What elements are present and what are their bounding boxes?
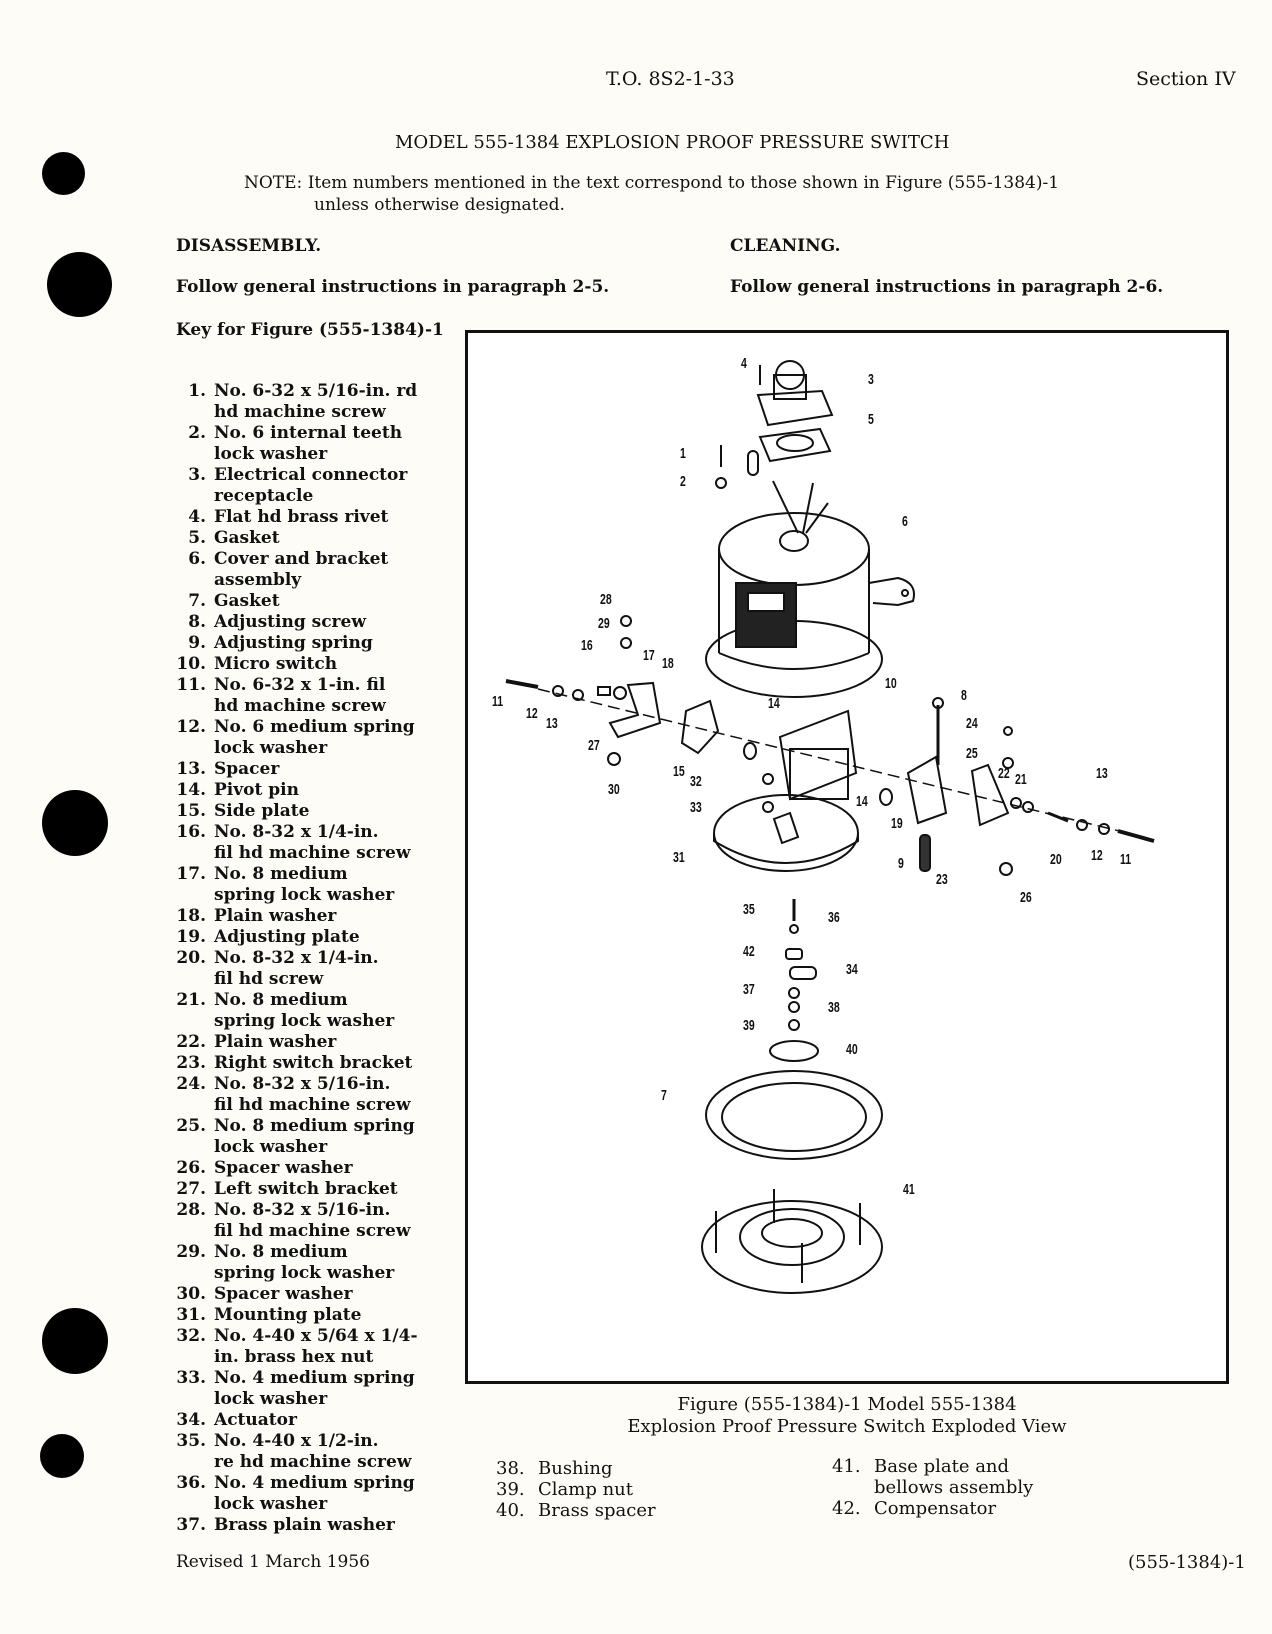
key-item-number: 36.	[176, 1473, 206, 1493]
key-item	[170, 654, 418, 675]
key-item	[170, 465, 418, 507]
callout-label: 26	[1020, 889, 1032, 906]
callout-label: 2	[680, 473, 686, 490]
key-item-number: 21.	[176, 990, 206, 1010]
key-item-text: Brass plain washer	[214, 1515, 395, 1535]
key-title: Key for Figure (555-1384)-1	[176, 320, 444, 340]
key-item-number: 39.	[496, 1479, 525, 1500]
key-item	[170, 1368, 418, 1410]
key-item	[170, 948, 418, 990]
callout-label: 37	[743, 981, 755, 998]
callout-label: 28	[600, 591, 612, 608]
key-item-number: 7.	[188, 591, 206, 611]
key-item-number: 17.	[176, 864, 206, 884]
key-item	[170, 1116, 418, 1158]
key-item-number: 28.	[176, 1200, 206, 1220]
key-item-text: No. 8-32 x 5/16-in. fil hd machine screw	[214, 1074, 411, 1115]
key-item	[170, 675, 418, 717]
key-list	[170, 381, 418, 1536]
key-item	[832, 1498, 1033, 1519]
key-item-text: No. 8 medium spring lock washer	[214, 864, 395, 905]
key-item	[170, 1431, 418, 1473]
key-item	[170, 780, 418, 801]
key-item-number: 30.	[176, 1284, 206, 1304]
key-item-text: Side plate	[214, 801, 310, 821]
key-item	[170, 1515, 418, 1536]
key-item-text: No. 8-32 x 1/4-in. fil hd screw	[214, 948, 379, 989]
figure-caption-line-1: Figure (555-1384)-1 Model 555-1384	[677, 1394, 1017, 1415]
key-item-number: 18.	[176, 906, 206, 926]
callout-label: 11	[492, 693, 504, 710]
key-item	[496, 1458, 656, 1479]
key-item	[170, 633, 418, 654]
callout-label: 24	[966, 715, 978, 732]
key-item-number: 37.	[176, 1515, 206, 1535]
key-item-number: 32.	[176, 1326, 206, 1346]
key-item-number: 2.	[188, 423, 206, 443]
key-item	[170, 1200, 418, 1242]
callout-label: 29	[598, 615, 610, 632]
disassembly-text: Follow general instructions in paragraph 2-5.	[176, 277, 610, 297]
callout-label: 13	[546, 715, 558, 732]
key-item-text: Micro switch	[214, 654, 338, 674]
callout-label: 23	[936, 871, 948, 888]
key-item	[170, 507, 418, 528]
key-item	[170, 612, 418, 633]
punch-hole	[42, 790, 108, 856]
key-item-text: Brass spacer	[538, 1500, 656, 1521]
key-item-number: 31.	[176, 1305, 206, 1325]
key-item-text: No. 8 medium spring lock washer	[214, 1116, 415, 1157]
key-item	[170, 1074, 418, 1116]
punch-hole	[42, 1308, 108, 1374]
key-item-number: 6.	[188, 549, 206, 569]
key-item-number: 29.	[176, 1242, 206, 1262]
key-item	[170, 801, 418, 822]
key-item-number: 13.	[176, 759, 206, 779]
key-item-text: Compensator	[874, 1498, 997, 1519]
note-line-1: NOTE: Item numbers mentioned in the text correspond to those shown in Figure (555-1384)-1	[244, 173, 1060, 193]
key-item-number: 4.	[188, 507, 206, 527]
key-item	[170, 1158, 418, 1179]
cleaning-text: Follow general instructions in paragraph 2-6.	[730, 277, 1164, 297]
callout-label: 12	[526, 705, 538, 722]
key-item	[170, 1242, 418, 1284]
cleaning-heading: CLEANING.	[730, 236, 841, 256]
callout-label: 11	[1120, 851, 1132, 868]
key-item-text: Adjusting screw	[214, 612, 366, 632]
callout-label: 4	[741, 355, 747, 372]
key-item-text: Adjusting spring	[214, 633, 373, 653]
key-item	[170, 1410, 418, 1431]
callout-label: 7	[661, 1087, 667, 1104]
key-item	[832, 1456, 1033, 1498]
key-item-number: 15.	[176, 801, 206, 821]
callout-label: 35	[743, 901, 755, 918]
key-item-text: No. 6-32 x 5/16-in. rd hd machine screw	[214, 381, 418, 422]
page-title: MODEL 555-1384 EXPLOSION PROOF PRESSURE SWITCH	[395, 132, 950, 153]
page-number: (555-1384)-1	[1128, 1552, 1246, 1573]
key-item-number: 35.	[176, 1431, 206, 1451]
key-item-number: 25.	[176, 1116, 206, 1136]
key-item	[170, 591, 418, 612]
key-item-text: No. 6 internal teeth lock washer	[214, 423, 403, 464]
key-item	[496, 1479, 656, 1500]
callout-label: 36	[828, 909, 840, 926]
key-item	[170, 990, 418, 1032]
section-label: Section IV	[1136, 68, 1236, 90]
key-item-text: Flat hd brass rivet	[214, 507, 389, 527]
key-item	[170, 927, 418, 948]
key-item	[170, 1473, 418, 1515]
punch-hole	[42, 152, 85, 195]
key-item	[170, 381, 418, 423]
key-item-number: 42.	[832, 1498, 861, 1519]
callout-label: 9	[898, 855, 904, 872]
key-item-text: Spacer washer	[214, 1284, 353, 1304]
key-item-number: 38.	[496, 1458, 525, 1479]
key-item	[170, 1032, 418, 1053]
doc-number: T.O. 8S2-1-33	[606, 68, 735, 90]
key-item-text: Plain washer	[214, 1032, 337, 1052]
key-item-text: Adjusting plate	[214, 927, 360, 947]
callout-label: 6	[902, 513, 908, 530]
callout-label: 3	[868, 371, 874, 388]
key-item-text: No. 4-40 x 1/2-in. re hd machine screw	[214, 1431, 412, 1472]
key-item-text: Left switch bracket	[214, 1179, 398, 1199]
key-item-text: No. 4 medium spring lock washer	[214, 1368, 415, 1409]
key-item-number: 14.	[176, 780, 206, 800]
key-item-number: 10.	[176, 654, 206, 674]
callout-label: 8	[961, 687, 967, 704]
key-item	[170, 1053, 418, 1074]
key-item-text: Gasket	[214, 591, 280, 611]
key-item-text: No. 4-40 x 5/64 x 1/4- in. brass hex nut	[214, 1326, 418, 1367]
callout-label: 32	[690, 773, 702, 790]
callout-label: 31	[673, 849, 685, 866]
key-item-number: 40.	[496, 1500, 525, 1521]
callout-label: 1	[680, 445, 686, 462]
key-item	[170, 822, 418, 864]
figure-caption-line-2: Explosion Proof Pressure Switch Exploded View	[627, 1416, 1067, 1437]
key-item-text: Cover and bracket assembly	[214, 549, 389, 590]
figure-caption	[465, 1394, 1229, 1438]
key-item	[496, 1500, 656, 1521]
callout-label: 39	[743, 1017, 755, 1034]
key-item-text: Mounting plate	[214, 1305, 362, 1325]
key-item	[170, 717, 418, 759]
callout-label: 5	[868, 411, 874, 428]
callout-label: 30	[608, 781, 620, 798]
callout-label: 18	[662, 655, 674, 672]
callout-label: 22	[998, 765, 1010, 782]
key-item-number: 22.	[176, 1032, 206, 1052]
key-item	[170, 906, 418, 927]
key-item-number: 24.	[176, 1074, 206, 1094]
callout-label: 13	[1096, 765, 1108, 782]
key-item-number: 19.	[176, 927, 206, 947]
note	[244, 172, 1059, 216]
key-item-text: No. 4 medium spring lock washer	[214, 1473, 415, 1514]
key-item	[170, 1326, 418, 1368]
key-item	[170, 1305, 418, 1326]
callout-label: 33	[690, 799, 702, 816]
key-item-text: Spacer	[214, 759, 280, 779]
callout-label: 12	[1091, 847, 1103, 864]
key-item-text: No. 6 medium spring lock washer	[214, 717, 415, 758]
callout-label: 25	[966, 745, 978, 762]
key-item	[170, 549, 418, 591]
callout-label: 17	[643, 647, 655, 664]
key-item-text: No. 8-32 x 5/16-in. fil hd machine screw	[214, 1200, 411, 1241]
key-item	[170, 759, 418, 780]
callout-label: 27	[588, 737, 600, 754]
key-item-number: 34.	[176, 1410, 206, 1430]
key-item-text: No. 8-32 x 1/4-in. fil hd machine screw	[214, 822, 411, 863]
revised-date: Revised 1 March 1956	[176, 1552, 370, 1572]
key-item-text: Plain washer	[214, 906, 337, 926]
key-item-number: 33.	[176, 1368, 206, 1388]
key-item-text: Pivot pin	[214, 780, 299, 800]
key-item	[170, 528, 418, 549]
key-item-text: Bushing	[538, 1458, 613, 1479]
callout-label: 14	[856, 793, 868, 810]
key-item-text: Actuator	[214, 1410, 297, 1430]
key-item	[170, 1284, 418, 1305]
key-item	[170, 423, 418, 465]
key-item-text: Clamp nut	[538, 1479, 633, 1500]
note-line-2: unless otherwise designated.	[314, 195, 565, 215]
key-item-text: No. 8 medium spring lock washer	[214, 990, 395, 1031]
callout-label: 10	[885, 675, 897, 692]
exploded-view-figure	[465, 330, 1229, 1384]
key-item-number: 16.	[176, 822, 206, 842]
punch-hole	[40, 1434, 84, 1478]
key-item-number: 26.	[176, 1158, 206, 1178]
disassembly-heading: DISASSEMBLY.	[176, 236, 322, 256]
key-item	[170, 864, 418, 906]
key-item-text: Electrical connector receptacle	[214, 465, 408, 506]
callout-label: 42	[743, 943, 755, 960]
key-item-text: No. 8 medium spring lock washer	[214, 1242, 395, 1283]
key-list-col2	[496, 1458, 656, 1521]
punch-hole	[47, 252, 112, 317]
key-item	[170, 1179, 418, 1200]
key-item-number: 3.	[188, 465, 206, 485]
key-item-text: Base plate and bellows assembly	[874, 1456, 1034, 1498]
key-item-text: Gasket	[214, 528, 280, 548]
callout-label: 14	[768, 695, 780, 712]
key-item-text: Right switch bracket	[214, 1053, 413, 1073]
callout-label: 41	[903, 1181, 915, 1198]
key-item-number: 1.	[188, 381, 206, 401]
callout-label: 19	[891, 815, 903, 832]
key-item-number: 41.	[832, 1456, 861, 1477]
key-item-number: 8.	[188, 612, 206, 632]
callout-label: 16	[581, 637, 593, 654]
key-item-number: 27.	[176, 1179, 206, 1199]
callout-label: 40	[846, 1041, 858, 1058]
key-list-col3	[832, 1456, 1033, 1519]
key-item-number: 23.	[176, 1053, 206, 1073]
key-item-number: 12.	[176, 717, 206, 737]
exploded-view-drawing	[468, 333, 1226, 1381]
callout-label: 34	[846, 961, 858, 978]
key-item-number: 9.	[188, 633, 206, 653]
callout-label: 21	[1015, 771, 1027, 788]
key-item-number: 20.	[176, 948, 206, 968]
callout-label: 15	[673, 763, 685, 780]
key-item-number: 5.	[188, 528, 206, 548]
callout-label: 38	[828, 999, 840, 1016]
key-item-number: 11.	[176, 675, 206, 695]
callout-label: 20	[1050, 851, 1062, 868]
key-item-text: No. 6-32 x 1-in. fil hd machine screw	[214, 675, 386, 716]
key-item-text: Spacer washer	[214, 1158, 353, 1178]
